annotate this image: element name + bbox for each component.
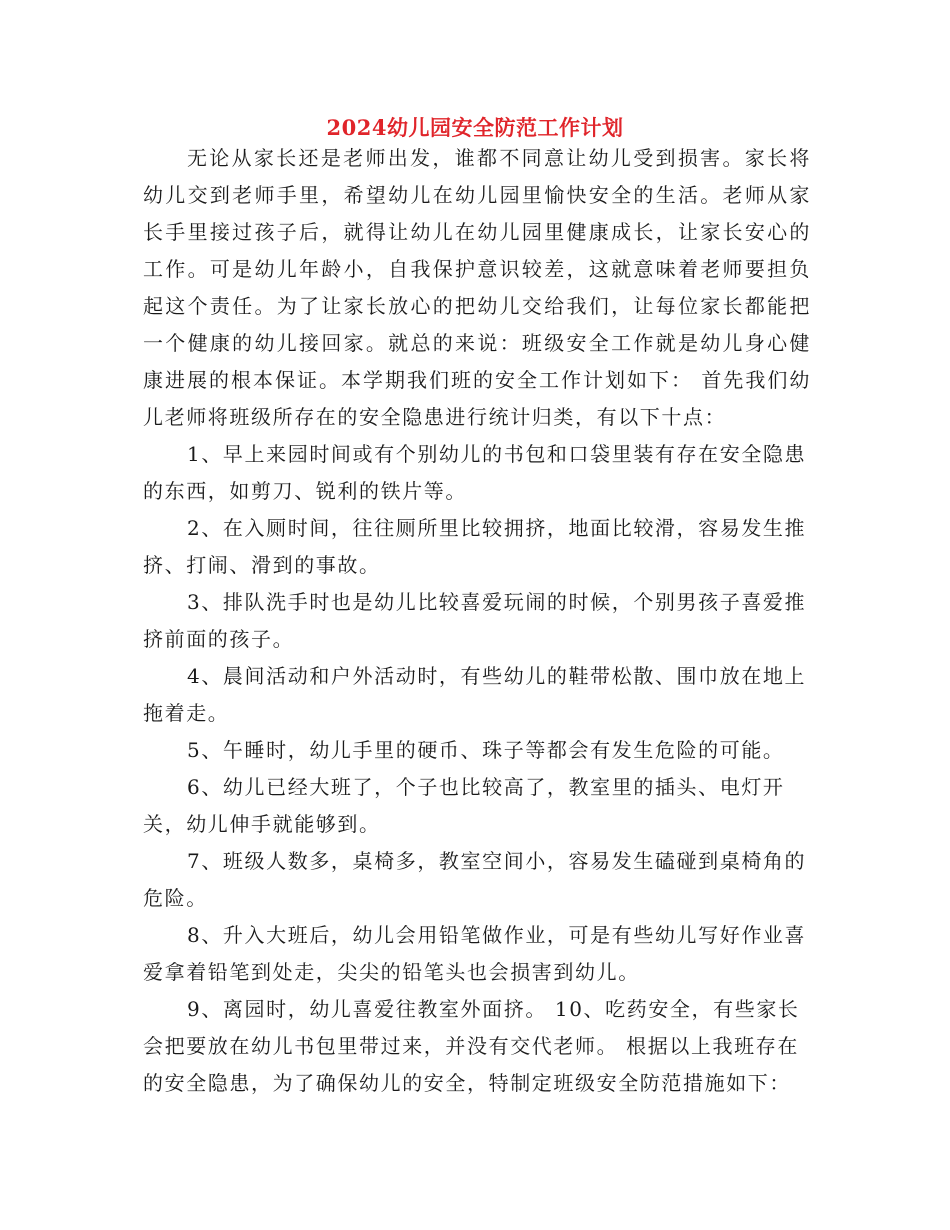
list-item: 6、幼儿已经大班了，个子也比较高了，教室里的插头、电灯开关，幼儿伸手就能够到。 [143, 775, 785, 836]
list-item: 2、在入厕时间，往往厕所里比较拥挤，地面比较滑，容易发生推挤、打闹、滑到的事故。 [143, 516, 807, 577]
list-item: 8、升入大班后，幼儿会用铅笔做作业，可是有些幼儿写好作业喜爱拿着铅笔到处走，尖尖的铅笔头也会损害到幼儿。 [143, 923, 807, 984]
intro-paragraph: 无论从家长还是老师出发，谁都不同意让幼儿受到损害。家长将幼儿交到老师手里，希望幼儿在幼儿园里愉快安全的生活。老师从家长手里接过孩子后，就得让幼儿在幼儿园里健康成长，让家长安心的工作。可是幼儿年龄小，自我保护意识较差，这就意味着老师要担负起这个责任。为了让家长放心的把幼儿交给我们，让每位家长都能把一个健康的幼儿接回家。就总的来说：班级安全工作就是幼儿身心健康进展的根本保证。本学期我们班的安全工作计划如下： 首先我们幼儿老师将班级所存在的安全隐患进行统计归类，有以下十点： [143, 146, 811, 429]
list-item: 9、离园时，幼儿喜爱往教室外面挤。 10、吃药安全，有些家长会把要放在幼儿书包里带过来，并没有交代老师。 根据以上我班存在的安全隐患，为了确保幼儿的安全，特制定班级安全防范措施如下： [143, 997, 800, 1095]
document-title: 2024幼儿园安全防范工作计划 [326, 115, 624, 140]
list-item: 1、早上来园时间或有个别幼儿的书包和口袋里装有存在安全隐患的东西，如剪刀、锐利的铁片等。 [143, 442, 807, 503]
list-item: 5、午睡时，幼儿手里的硬币、珠子等都会有发生危险的可能。 [187, 738, 785, 762]
list-item: 3、排队洗手时也是幼儿比较喜爱玩闹的时候，个别男孩子喜爱推挤前面的孩子。 [143, 590, 807, 651]
list-item: 7、班级人数多，桌椅多，教室空间小，容易发生磕碰到桌椅角的危险。 [143, 849, 807, 910]
list-item: 4、晨间活动和户外活动时，有些幼儿的鞋带松散、围巾放在地上拖着走。 [143, 664, 807, 725]
document-body [143, 140, 811, 1102]
